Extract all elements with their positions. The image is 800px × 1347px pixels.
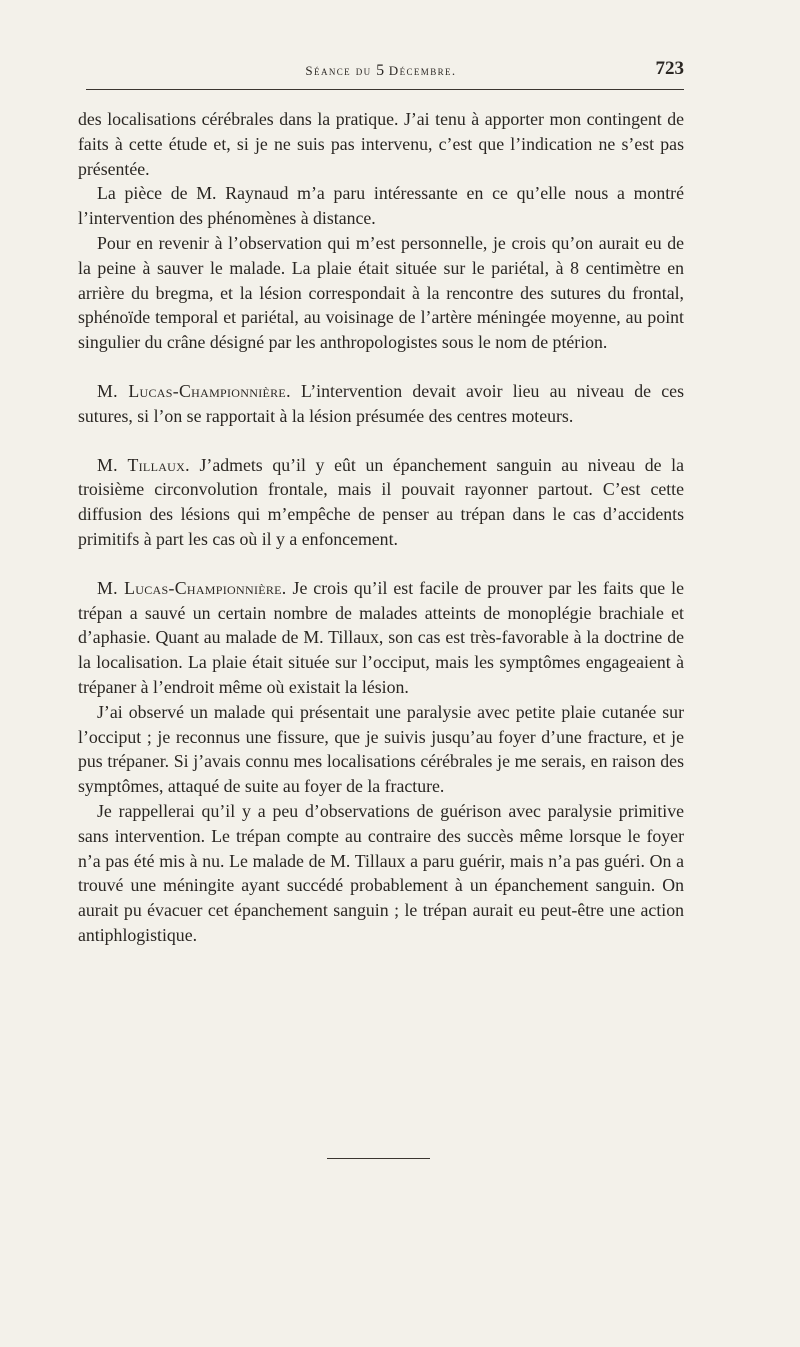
speaker-name: M. Tillaux.: [97, 454, 190, 475]
book-page: [78, 0, 684, 1347]
speech-lucas-championniere-2: [78, 576, 684, 700]
page-number: 723: [655, 58, 684, 79]
paragraph-3: Pour en revenir à l’observation qui m’est personnelle, je crois qu’on aurait eu de la peine à sauver le malade. La plaie était située sur le pariétal, à 8 centimètre en arrière du bregma, et la lésion correspondait à la rencontre des sutures du frontal, sphénoïde temporal et pariétal, au voisinage de l’artère méningée moyenne, au point singulier du crâne désigné par les anthropologistes sous le nom de ptérion.: [78, 232, 684, 353]
speech-text: Je crois qu’il est facile de prouver par les faits que le trépan a sauvé un certain nombre de malades atteints de monoplégie brachiale et d’aphasie. Quant au malade de M. Tillaux, son cas est très-favorable à la doctrine de la localisation. La plaie était située sur l’occiput, mais les symptômes engageaient à trépaner à l’endroit même où existait la lésion.: [78, 577, 684, 697]
paragraph-2: La pièce de M. Raynaud m’a paru intéressante en ce qu’elle nous a montré l’intervention des phénomènes à distance.: [78, 183, 684, 229]
end-rule: [327, 1158, 430, 1159]
header-rule: [86, 89, 684, 90]
speaker-name: M. Lucas-Championnière.: [97, 577, 287, 598]
paragraph-8: Je rappellerai qu’il y a peu d’observations de guérison avec paralysie primitive sans intervention. Le trépan compte au contraire des succès même lorsque le foyer n’a pas été mis à nu. Le malade de M. Tillaux a paru guérir, mais n’a pas guéri. On a trouvé une méningite ayant succédé probablement à un épanchement sanguin. On aurait pu évacuer cet épanchement sanguin ; le trépan aurait eu peut-être une action antiphlogistique.: [78, 800, 684, 945]
speech-text: J’admets qu’il y eût un épanchement sanguin au niveau de la troisième circonvolution frontale, mais il pouvait rayonner partout. C’est cette diffusion des lésions qui m’empêche de penser au trépan dans le cas d’accidents primitifs à part les cas où il y a enfoncement.: [78, 454, 684, 549]
running-head-month: Décembre.: [384, 63, 457, 78]
page-header: [78, 58, 684, 86]
running-head-date: 5: [376, 62, 385, 79]
speech-tillaux: [78, 453, 684, 552]
paragraph-7: J’ai observé un malade qui présentait une paralysie avec petite plaie cutanée sur l’occiput ; je reconnus une fissure, que je suivis jusqu’au foyer d’une fracture, et je pus trépaner. Si j’avais connu mes localisations cérébrales je me serais, en raison des symptômes, attaqué de suite au foyer de la fracture.: [78, 701, 684, 797]
paragraph-1: des localisations cérébrales dans la pratique. J’ai tenu à apporter mon contingent de faits à cette étude et, si je ne suis pas intervenu, c’est que l’indication ne s’est pas présentée.: [78, 109, 684, 179]
page-body: [78, 107, 684, 948]
speaker-name: M. Lucas-Championnière.: [97, 380, 291, 401]
speech-lucas-championniere-1: [78, 379, 684, 429]
running-head: [78, 62, 684, 80]
speech-text: L’intervention devait avoir lieu au niveau de ces sutures, si l’on se rapportait à la lésion présumée des centres moteurs.: [78, 380, 684, 426]
running-head-text: Séance du: [305, 63, 377, 78]
